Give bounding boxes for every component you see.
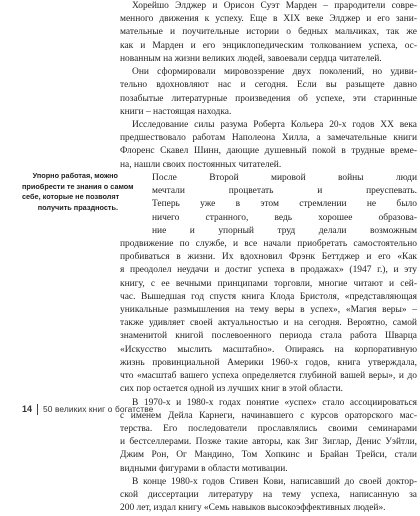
paragraph-6 <box>120 476 417 516</box>
text-line: пробиваться в жизни. Их вдохновил Фрэнк Беттджер и его «Как <box>120 252 417 263</box>
text-line: позабытые литературные произведения об успехе, эти старинные <box>120 93 417 104</box>
text-line: 200 лет, издал книгу «Семь навыков высокоэффективных людей». <box>120 503 386 514</box>
text-line: Исследование силы разума Роберта Кольера 20-х годов XX века <box>132 119 417 130</box>
text-line: сих пор остается одной из лучших книг в этой области. <box>120 384 344 395</box>
text-line: знаменитой книгой послевоенного периода стала работа Шварца <box>120 331 417 342</box>
text-line: час. Вышедшая год спустя книга Клода Бристоля, «представляющая <box>120 291 417 302</box>
paragraph-2 <box>120 66 417 119</box>
text-line: После Второй мировой войны люди <box>152 172 417 183</box>
text-line: нованным на жизни великих людей, завоевали сердца читателей. <box>120 53 382 64</box>
paragraph-4 <box>120 172 417 397</box>
text-line: жизнь провинциальной Америки 1960-х годов, книга утверждала, <box>120 357 417 368</box>
text-line: видными фигурами в области мотивации. <box>120 463 288 474</box>
text-line: Теперь уже в этом стремлении не было <box>152 199 417 210</box>
text-line: Джим Рон, Ог Мандино, Том Хопкинс и Брайан Трейси, стали <box>120 450 417 461</box>
text-line: ничего странного, ведь хорошее образова- <box>152 212 417 223</box>
paragraph-5 <box>120 397 417 476</box>
text-line: предшествовало работам Наполеона Хилла, а замечательные книги <box>120 133 417 144</box>
footer-divider <box>37 404 38 415</box>
page-footer <box>22 402 153 416</box>
text-line: как и Марден и его энциклопедическим толкованием успеха, ос- <box>120 40 417 51</box>
text-line: тельно вдохновляют нас и сегодня. Если вы разыщете давно <box>120 80 417 91</box>
text-line: с именем Дейла Карнеги, начинавшего с курсов ораторского мас- <box>120 410 417 421</box>
text-line: мательные и поучительные истории о бедных мальчиках, так же <box>120 27 417 38</box>
paragraph-1 <box>120 0 417 66</box>
text-line: терства. Его последователи прославлялись своими семинарами <box>120 424 417 434</box>
text-line: Флоренс Скавел Шинн, дающие душевный покой в трудные време- <box>120 146 417 157</box>
text-line: уникальные размышления на тему веры в успех», «Магия веры» – <box>120 305 417 316</box>
text-line: менного движения к успеху. Еще в XIX веке Элджер и его зани- <box>120 14 417 25</box>
pull-quote-line: приобрести те знания о самом <box>22 181 134 191</box>
text-line: Они сформировали мировоззрение двух поколений, но удиви- <box>132 67 417 78</box>
text-line: ской диссертации литературу на тему успеха, написанную за <box>120 490 417 501</box>
running-title: 50 великих книг о богатстве <box>43 404 154 414</box>
page-number: 14 <box>22 404 33 414</box>
text-line: В конце 1980-х годов Стивен Кови, написавший до своей доктор- <box>132 476 417 487</box>
pull-quote-line: себе, которые не позволят <box>22 192 120 202</box>
text-line: также удивляет своей актуальностью и на сегодня. Вероятно, самой <box>120 318 417 329</box>
text-line: что «масштаб вашего успеха определяется глубиной вашей веры», и до <box>120 371 417 382</box>
text-line: я преодолел неудачи и достиг успеха в продажах» (1947 г.), и эту <box>120 265 417 276</box>
text-line: «Искусство мыслить масштабно». Опираясь на корпоративную <box>120 344 417 355</box>
pull-quote <box>22 171 134 213</box>
main-text <box>120 0 417 516</box>
text-line: книгу, с ее вечными принципами торговли, многие читают и сей- <box>120 278 417 289</box>
text-line: ние и упорный труд делали возможным <box>152 225 417 236</box>
text-line: и бестселлерами. Позже такие авторы, как Зиг Зиглар, Денис Уэйтли, <box>120 437 417 448</box>
text-line: Хорейшо Элджер и Орисон Суэт Марден – прародители совре- <box>132 1 417 11</box>
text-line: В 1970-х и 1980-х годах понятие «успех» стало ассоциироваться <box>132 397 417 408</box>
paragraph-3 <box>120 119 417 172</box>
pull-quote-line: Упорно работая, можно <box>32 171 118 180</box>
pull-quote-line: получить праздность. <box>37 202 118 212</box>
text-line: мечтали процветать и преуспевать. <box>152 186 417 197</box>
text-line: книги – настоящая находка. <box>120 106 232 117</box>
text-line: продвижение по службе, и все начали приобретать самостоятельно <box>120 238 417 249</box>
text-line: на, нашли своих постоянных читателей. <box>120 159 282 170</box>
